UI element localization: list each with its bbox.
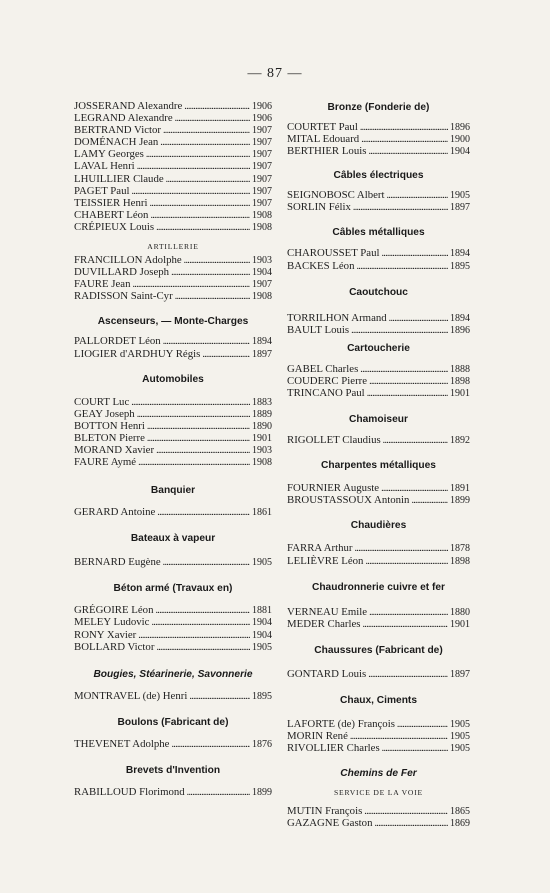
- list-item: [74, 690, 272, 702]
- list-item: [287, 201, 470, 213]
- entry-name: FOURNIER Auguste: [287, 482, 380, 495]
- entry-list-bronze: [287, 121, 470, 157]
- dot-leader: [368, 145, 448, 157]
- list-item: [74, 616, 272, 628]
- dot-leader: [386, 189, 448, 201]
- entry-name: LHUILLIER Claude: [74, 172, 164, 185]
- section-heading-chamoiseur: Chamoiseur: [349, 414, 408, 426]
- entry-year: 1889: [252, 408, 272, 420]
- entry-year: 1905: [450, 190, 470, 202]
- list-item: [287, 145, 470, 157]
- entry-list-charpentes: [287, 482, 470, 506]
- section-heading-chaux: Chaux, Ciments: [340, 694, 417, 706]
- dot-leader: [361, 133, 448, 145]
- entry-name: PALLORDET Léon: [74, 335, 161, 348]
- dot-leader: [350, 730, 448, 742]
- section-heading-chaudronnerie: Chaudronnerie cuivre et fer: [311, 581, 446, 593]
- list-item: [287, 133, 470, 145]
- entry-year: 1901: [450, 388, 470, 400]
- section-heading-bronze: Bronze (Fonderie de): [327, 102, 430, 113]
- entry-year: 1907: [252, 137, 272, 149]
- entry-year: 1907: [252, 279, 272, 291]
- section-heading-brevets: Brevets d'Invention: [125, 764, 221, 776]
- section-heading-bateaux: Bateaux à vapeur: [130, 533, 216, 545]
- list-item: [287, 247, 470, 259]
- entry-list-artillerie: [74, 254, 272, 302]
- entry-name: TRINCANO Paul: [287, 387, 365, 400]
- entry-year: 1897: [450, 202, 470, 214]
- entry-year: 1907: [252, 161, 272, 173]
- entry-list-automobiles: [74, 396, 272, 469]
- entry-list-chaudieres: [287, 542, 470, 566]
- entry-name: DUVILLARD Joseph: [74, 266, 170, 279]
- list-item: [74, 278, 272, 290]
- entry-name: CHABERT Léon: [74, 208, 149, 221]
- dot-leader: [184, 100, 250, 112]
- entry-year: 1890: [252, 420, 272, 432]
- dot-leader: [163, 124, 250, 136]
- entry-name: GRÉGOIRE Léon: [74, 604, 154, 617]
- entry-year: 1894: [252, 336, 272, 348]
- list-item: [74, 221, 272, 233]
- entry-name: PAGET Paul: [74, 184, 130, 197]
- list-item: [74, 100, 272, 112]
- entry-year: 1907: [252, 125, 272, 137]
- list-item: [287, 324, 470, 336]
- list-item: [74, 173, 272, 185]
- entry-year: 1905: [450, 730, 470, 742]
- entry-list-cables-metalliques: [287, 247, 470, 271]
- dot-leader: [171, 266, 250, 278]
- list-item: [287, 434, 470, 446]
- dot-leader: [155, 604, 250, 616]
- list-item: [74, 444, 272, 456]
- entry-year: 1908: [252, 221, 272, 233]
- dot-leader: [362, 618, 448, 630]
- entry-year: 1908: [252, 209, 272, 221]
- dot-leader: [175, 290, 250, 302]
- entry-year: 1904: [252, 617, 272, 629]
- list-item: [287, 189, 470, 201]
- entry-year: 1898: [450, 555, 470, 567]
- dot-leader: [374, 817, 448, 829]
- entry-list-chamoiseur: [287, 434, 470, 446]
- dot-leader: [383, 434, 448, 446]
- list-item: [287, 606, 470, 618]
- entry-list-chaux: [287, 718, 470, 754]
- dot-leader: [184, 254, 250, 266]
- entry-name: MORIN René: [287, 729, 348, 742]
- entry-year: 1908: [252, 457, 272, 469]
- dot-leader: [365, 555, 448, 567]
- entry-year: 1899: [252, 786, 272, 798]
- section-heading-beton: Béton armé (Travaux en): [113, 583, 233, 595]
- dot-leader: [381, 482, 448, 494]
- dot-leader: [138, 629, 250, 641]
- list-item: [74, 456, 272, 468]
- entry-year: 1896: [450, 324, 470, 336]
- entry-year: 1881: [252, 605, 272, 617]
- entry-name: RADISSON Saint-Cyr: [74, 290, 173, 303]
- dot-leader: [382, 742, 448, 754]
- dot-leader: [187, 786, 250, 798]
- section-heading-bougies: Bougies, Stéarinerie, Savonnerie: [93, 668, 253, 680]
- list-item: [287, 742, 470, 754]
- dot-leader: [160, 136, 250, 148]
- dot-leader: [369, 606, 448, 618]
- dot-leader: [367, 387, 448, 399]
- list-item: [74, 148, 272, 160]
- list-item: [287, 817, 470, 829]
- entry-name: MUTIN François: [287, 805, 363, 818]
- list-item: [74, 209, 272, 221]
- dot-leader: [138, 456, 250, 468]
- list-item: [74, 408, 272, 420]
- entry-name: BOLLARD Victor: [74, 640, 155, 653]
- entry-list-chemins-de-fer: [287, 805, 470, 829]
- left-column: [74, 100, 272, 798]
- dot-leader: [151, 616, 250, 628]
- entry-name: MORAND Xavier: [74, 443, 155, 456]
- entry-name: BERNARD Eugène: [74, 556, 161, 569]
- entry-year: 1901: [450, 618, 470, 630]
- dot-leader: [171, 738, 250, 750]
- entry-name: GERARD Antoine: [74, 506, 156, 519]
- entry-name: MONTRAVEL (de) Henri: [74, 689, 188, 702]
- list-item: [287, 668, 470, 680]
- entry-year: 1895: [450, 260, 470, 272]
- entry-list-cartoucherie: [287, 363, 470, 399]
- dot-leader: [163, 556, 250, 568]
- section-heading-chaudieres: Chaudières: [350, 520, 407, 532]
- entry-year: 1901: [252, 432, 272, 444]
- entry-name: MEDER Charles: [287, 617, 361, 630]
- entry-year: 1891: [450, 483, 470, 495]
- entry-name: TORRILHON Armand: [287, 311, 387, 324]
- entry-year: 1905: [450, 743, 470, 755]
- section-heading-boulons: Boulons (Fabricant de): [117, 716, 229, 728]
- section-subheading-service-voie: SERVICE DE LA VOIE: [334, 788, 423, 798]
- entry-name: LAFORTE (de) François: [287, 717, 395, 730]
- entry-year: 1880: [450, 606, 470, 618]
- section-heading-automobiles: Automobiles: [142, 373, 204, 385]
- entry-name: TEISSIER Henri: [74, 196, 148, 209]
- entry-name: MITAL Edouard: [287, 133, 360, 146]
- list-item: [74, 160, 272, 172]
- entry-name: BERTRAND Victor: [74, 124, 161, 137]
- entry-name: JOSSERAND Alexandre: [74, 100, 183, 112]
- list-item: [74, 396, 272, 408]
- dot-leader: [147, 432, 250, 444]
- dot-leader: [202, 348, 250, 360]
- entry-name: COURTET Paul: [287, 121, 358, 133]
- entry-name: LELIÈVRE Léon: [287, 554, 364, 567]
- section-heading-chemins-de-fer: Chemins de Fer: [340, 768, 417, 780]
- entry-name: LEGRAND Alexandre: [74, 112, 173, 125]
- dot-leader: [150, 209, 250, 221]
- entry-name: RABILLOUD Florimond: [74, 785, 185, 798]
- list-item: [74, 185, 272, 197]
- list-item: [287, 555, 470, 567]
- entry-name: BAULT Louis: [287, 323, 350, 336]
- dot-leader: [351, 324, 448, 336]
- dot-leader: [156, 444, 250, 456]
- entry-name: LAVAL Henri: [74, 160, 135, 173]
- dot-leader: [360, 121, 448, 133]
- dot-leader: [175, 112, 250, 124]
- entry-year: 1897: [450, 668, 470, 680]
- dot-leader: [149, 197, 250, 209]
- entry-name: FARRA Arthur: [287, 542, 353, 555]
- entry-year: 1905: [252, 641, 272, 653]
- list-item: [74, 335, 272, 347]
- entry-name: VERNEAU Emile: [287, 605, 368, 618]
- entry-year: 1897: [252, 348, 272, 360]
- list-item: [287, 363, 470, 375]
- entry-name: BERTHIER Louis: [287, 145, 367, 158]
- entry-year: 1900: [450, 134, 470, 146]
- dot-leader: [156, 641, 250, 653]
- entry-name: SEIGNOBOSC Albert: [287, 189, 385, 202]
- list-item: [74, 738, 272, 750]
- dot-leader: [389, 312, 448, 324]
- entry-year: 1878: [450, 543, 470, 555]
- entry-list-cables-electriques: [287, 189, 470, 213]
- entry-year: 1876: [252, 738, 272, 750]
- list-item: [287, 494, 470, 506]
- dot-leader: [156, 221, 250, 233]
- list-item: [287, 121, 470, 133]
- dot-leader: [364, 805, 448, 817]
- entry-list-chaudronnerie: [287, 606, 470, 630]
- list-item: [74, 556, 272, 568]
- entry-list-engineers: [74, 100, 272, 233]
- list-item: [74, 604, 272, 616]
- entry-list-caoutchouc: [287, 312, 470, 336]
- entry-list-brevets: [74, 786, 272, 798]
- entry-name: RIVOLLIER Charles: [287, 742, 380, 755]
- entry-year: 1904: [450, 146, 470, 158]
- entry-year: 1894: [450, 248, 470, 260]
- entry-list-banquier: [74, 506, 272, 518]
- entry-name: GONTARD Louis: [287, 667, 367, 680]
- section-heading-chaussures: Chaussures (Fabricant de): [314, 644, 443, 656]
- list-item: [74, 112, 272, 124]
- list-item: [74, 786, 272, 798]
- list-item: [74, 348, 272, 360]
- list-item: [74, 136, 272, 148]
- entry-name: BOTTON Henri: [74, 419, 145, 432]
- list-item: [287, 718, 470, 730]
- list-item: [74, 124, 272, 136]
- list-item: [74, 641, 272, 653]
- list-item: [287, 805, 470, 817]
- dot-leader: [189, 690, 250, 702]
- entry-list-beton: [74, 604, 272, 652]
- entry-name: RONY Xavier: [74, 628, 137, 641]
- dot-leader: [131, 396, 250, 408]
- dot-leader: [132, 278, 250, 290]
- dot-leader: [397, 718, 448, 730]
- entry-list-ascenseurs: [74, 335, 272, 359]
- entry-name: FAURE Aymé: [74, 456, 137, 469]
- entry-name: RIGOLLET Claudius: [287, 434, 381, 447]
- entry-name: COURT Luc: [74, 395, 130, 408]
- entry-name: BLETON Pierre: [74, 431, 145, 444]
- dot-leader: [163, 335, 250, 347]
- entry-name: CRÉPIEUX Louis: [74, 220, 155, 233]
- dot-leader: [369, 375, 448, 387]
- entry-list-boulons: [74, 738, 272, 750]
- entry-year: 1907: [252, 197, 272, 209]
- list-item: [287, 482, 470, 494]
- page-number: — 87 —: [247, 66, 303, 81]
- list-item: [287, 542, 470, 554]
- dot-leader: [137, 408, 250, 420]
- entry-year: 1905: [450, 718, 470, 730]
- entry-year: 1903: [252, 255, 272, 267]
- dot-leader: [146, 148, 250, 160]
- section-subheading-artillerie: ARTILLERIE: [147, 242, 199, 252]
- right-column: [287, 100, 470, 829]
- dot-leader: [166, 173, 250, 185]
- dot-leader: [137, 160, 250, 172]
- entry-name: FRANCILLON Adolphe: [74, 254, 182, 267]
- section-heading-cartoucherie: Cartoucherie: [347, 342, 410, 354]
- entry-year: 1892: [450, 435, 470, 447]
- entry-year: 1895: [252, 690, 272, 702]
- list-item: [74, 432, 272, 444]
- entry-list-bateaux: [74, 556, 272, 568]
- entry-year: 1888: [450, 363, 470, 375]
- entry-name: SORLIN Félix: [287, 201, 351, 214]
- list-item: [74, 290, 272, 302]
- entry-name: BACKES Léon: [287, 259, 355, 272]
- entry-name: BROUSTASSOUX Antonin: [287, 494, 410, 507]
- dot-leader: [157, 506, 250, 518]
- list-item: [287, 312, 470, 324]
- entry-name: CHAROUSSET Paul: [287, 247, 380, 260]
- entry-year: 1861: [252, 507, 272, 519]
- section-heading-ascenseurs: Ascenseurs, — Monte-Charges: [97, 316, 249, 328]
- section-heading-charpentes: Charpentes métalliques: [321, 460, 436, 472]
- entry-list-bougies: [74, 690, 272, 702]
- list-item: [287, 387, 470, 399]
- entry-name: GEAY Joseph: [74, 407, 135, 420]
- entry-year: 1907: [252, 173, 272, 185]
- entry-year: 1865: [450, 806, 470, 818]
- entry-name: DOMÉNACH Jean: [74, 136, 159, 149]
- list-item: [74, 197, 272, 209]
- entry-year: 1904: [252, 267, 272, 279]
- section-heading-cables-metalliques: Câbles métalliques: [332, 227, 425, 239]
- dot-leader: [368, 668, 448, 680]
- entry-year: 1906: [252, 113, 272, 125]
- entry-name: GAZAGNE Gaston: [287, 817, 373, 830]
- entry-year: 1894: [450, 312, 470, 324]
- entry-name: COUDERC Pierre: [287, 374, 368, 387]
- dot-leader: [382, 247, 449, 259]
- section-heading-caoutchouc: Caoutchouc: [349, 286, 408, 298]
- section-heading-banquier: Banquier: [150, 485, 196, 497]
- entry-name: THEVENET Adolphe: [74, 737, 170, 750]
- dot-leader: [147, 420, 250, 432]
- entry-year: 1906: [252, 101, 272, 112]
- entry-name: FAURE Jean: [74, 278, 131, 291]
- list-item: [74, 629, 272, 641]
- entry-list-chaussures: [287, 668, 470, 680]
- list-item: [74, 420, 272, 432]
- entry-year: 1907: [252, 149, 272, 161]
- entry-year: 1908: [252, 291, 272, 303]
- list-item: [74, 254, 272, 266]
- list-item: [287, 260, 470, 272]
- entry-name: GABEL Charles: [287, 362, 359, 375]
- entry-name: MELEY Ludovic: [74, 616, 150, 629]
- entry-year: 1903: [252, 444, 272, 456]
- list-item: [74, 506, 272, 518]
- entry-year: 1905: [252, 557, 272, 569]
- entry-year: 1899: [450, 495, 470, 507]
- dot-leader: [356, 260, 448, 272]
- entry-year: 1896: [450, 122, 470, 133]
- entry-name: LIOGIER d'ARDHUY Régis: [74, 347, 201, 360]
- list-item: [74, 266, 272, 278]
- entry-year: 1904: [252, 629, 272, 641]
- entry-year: 1883: [252, 396, 272, 408]
- dot-leader: [132, 185, 251, 197]
- entry-year: 1907: [252, 185, 272, 197]
- section-heading-cables-electriques: Câbles électriques: [333, 170, 424, 182]
- list-item: [287, 730, 470, 742]
- dot-leader: [411, 494, 448, 506]
- list-item: [287, 375, 470, 387]
- entry-name: LAMY Georges: [74, 148, 144, 161]
- dot-leader: [353, 201, 448, 213]
- entry-year: 1869: [450, 818, 470, 830]
- dot-leader: [355, 542, 449, 554]
- entry-year: 1898: [450, 375, 470, 387]
- list-item: [287, 618, 470, 630]
- dot-leader: [360, 363, 448, 375]
